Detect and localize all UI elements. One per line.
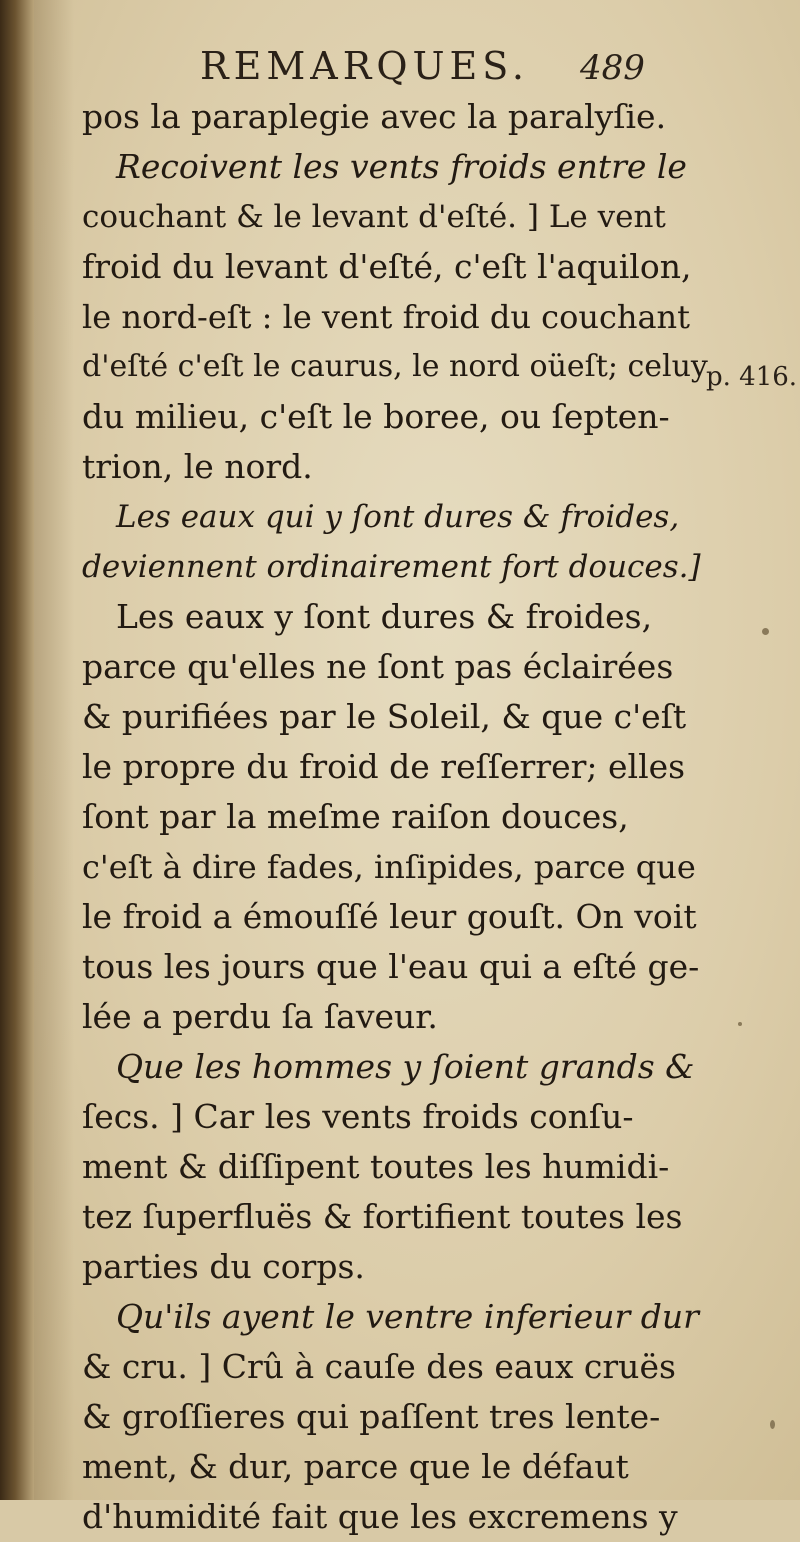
page-number: 489 <box>580 48 645 88</box>
text-line: le propre du froid de reſſerrer; elles <box>82 747 686 786</box>
text-line: deviennent ordinairement fort douces.] <box>82 549 701 585</box>
text-line: pos la paraplegie avec la paralyſie. <box>82 97 667 136</box>
text-line: d'humidité fait que les excremens y <box>82 1497 678 1536</box>
text-line: ſont par la meſme raiſon douces, <box>82 797 629 836</box>
text-line: & groſſieres qui paſſent tres lente- <box>82 1397 661 1436</box>
text-line: Que les hommes y ſoient grands & <box>116 1047 695 1086</box>
text-line: le froid a émouſſé leur gouſt. On voit <box>82 897 697 936</box>
text-line: d'eſté c'eſt le caurus, le nord oüeſt; celuy <box>82 349 708 384</box>
text-line: tez ſuperfluës & fortifient toutes les <box>82 1197 683 1236</box>
paper-speck <box>770 1420 775 1429</box>
paper-speck <box>762 628 769 635</box>
text-line: Qu'ils ayent le ventre inferieur dur <box>116 1297 699 1336</box>
text-line: parce qu'elles ne ſont pas éclairées <box>82 647 674 686</box>
body-text <box>82 92 708 1542</box>
text-line: parties du corps. <box>82 1247 365 1286</box>
text-line: c'eſt à dire fades, inſipides, parce que <box>82 848 696 886</box>
text-line: Les eaux y ſont dures & froides, <box>116 597 653 636</box>
text-line: du milieu, c'eſt le boree, ou ſepten- <box>82 397 670 436</box>
text-line: froid du levant d'eſté, c'eſt l'aquilon, <box>82 247 692 286</box>
text-line: trion, le nord. <box>82 447 313 486</box>
text-line: & cru. ] Crû à cauſe des eaux cruës <box>82 1347 676 1386</box>
text-line: lée a perdu ſa ſaveur. <box>82 997 438 1036</box>
text-line: ment & diſſipent toutes les humidi- <box>82 1147 670 1186</box>
text-line: Les eaux qui y ſont dures & froides, <box>116 499 680 535</box>
page-header <box>80 44 680 94</box>
text-line: couchant & le levant d'eſté. ] Le vent <box>82 199 666 235</box>
text-line: le nord-eſt : le vent froid du couchant <box>82 298 691 336</box>
text-line: ſecs. ] Car les vents froids conſu- <box>82 1097 634 1136</box>
running-head: REMARQUES. <box>200 44 529 88</box>
text-line: tous les jours que l'eau qui a eſté ge- <box>82 947 700 986</box>
margin-note: p. 416. <box>706 362 798 392</box>
text-line: Recoivent les vents froids entre le <box>116 147 687 186</box>
book-gutter <box>0 0 34 1500</box>
paper-speck <box>738 1022 742 1026</box>
text-line: ment, & dur, parce que le défaut <box>82 1447 629 1486</box>
gutter-shadow <box>34 0 74 1500</box>
text-line: & purifiées par le Soleil, & que c'eſt <box>82 697 687 736</box>
